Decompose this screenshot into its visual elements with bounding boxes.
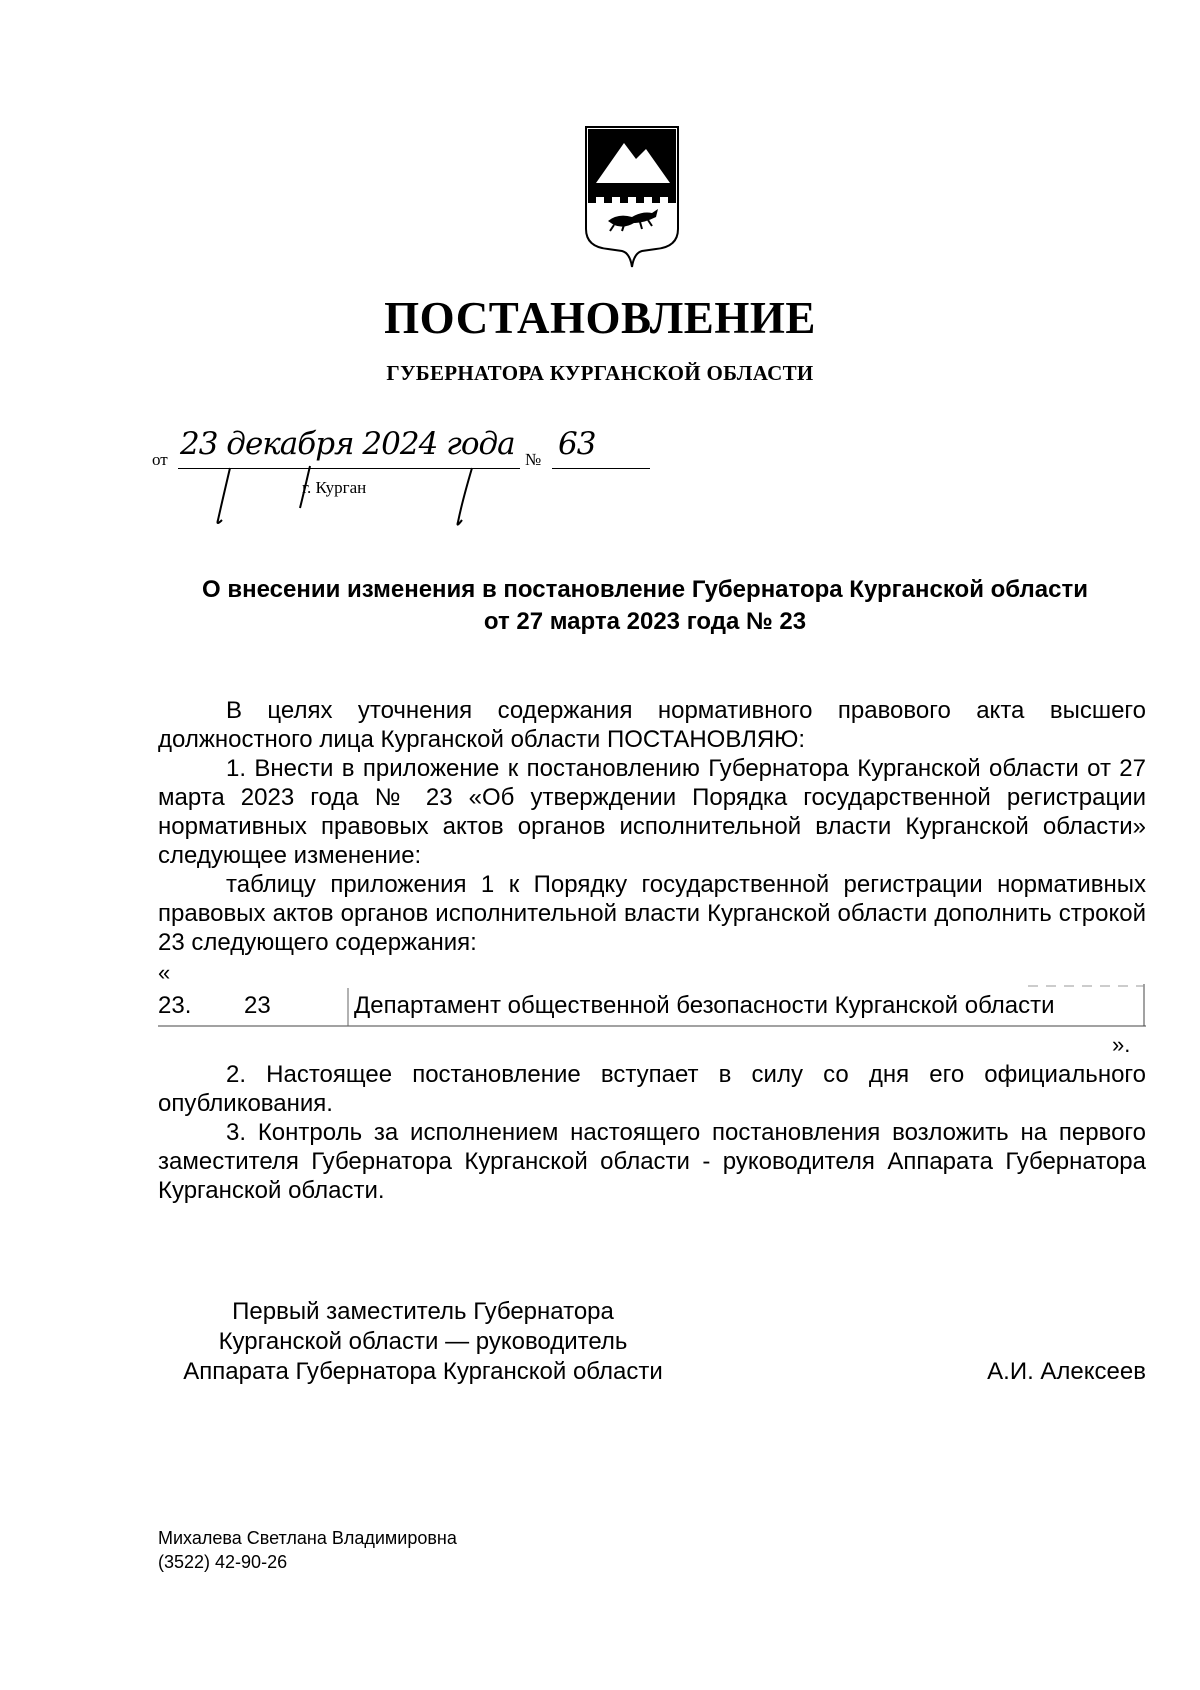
quote-open: « <box>158 960 171 985</box>
handwritten-number: 63 <box>558 426 596 462</box>
number-field <box>552 426 650 469</box>
item-2-paragraph: 2. Настоящее постановление вступает в силу со дня его официального опубликования. <box>158 1061 1146 1117</box>
city: г. Курган <box>302 478 367 497</box>
handwriting-strokes <box>200 462 500 532</box>
signatory-name: А.И. Алексеев <box>987 1358 1146 1385</box>
heading-line-2: от 27 марта 2023 года № 23 <box>483 608 807 635</box>
executor-name: Михалева Светлана Владимировна <box>158 1528 457 1548</box>
document-type-title: ПОСТАНОВЛЕНИЕ <box>384 293 816 343</box>
quote-close: ». <box>1112 1032 1131 1057</box>
row-cell-number: 23. <box>158 992 192 1019</box>
issuer-subtitle: ГУБЕРНАТОРА КУРГАНСКОЙ ОБЛАСТИ <box>386 361 814 385</box>
row-cell-code: 23 <box>244 992 271 1019</box>
signatory-line-1: Первый заместитель Губернатора <box>232 1298 614 1325</box>
body-lower <box>158 1060 1146 1205</box>
item-1-table-paragraph: таблицу приложения 1 к Порядку государственной регистрации нормативных правовых актов органов исполнительной власти Курганской области дополнить строкой 23 следующего содержания: <box>158 871 1146 956</box>
body-upper <box>158 696 1146 957</box>
number-label: № <box>525 450 542 469</box>
executor-info <box>158 1526 457 1574</box>
date-prefix: от <box>152 450 168 469</box>
handwritten-date: 23 декабря 2024 года <box>180 426 515 462</box>
signatory-position <box>158 1297 688 1387</box>
signatory-line-3: Аппарата Губернатора Курганской области <box>183 1358 663 1385</box>
document-heading <box>150 574 1140 638</box>
item-3-paragraph: 3. Контроль за исполнением настоящего постановления возложить на первого заместителя Губернатора Курганской области - руководителя Аппарата Губернатора Курганской области. <box>158 1119 1146 1204</box>
heading-line-1: О внесении изменения в постановление Губернатора Курганской области <box>202 576 1088 603</box>
row-cell-department: Департамент общественной безопасности Курганской области <box>354 992 1055 1019</box>
intro-paragraph: В целях уточнения содержания нормативного правового акта высшего должностного лица Курганской области ПОСТАНОВЛЯЮ: <box>158 697 1146 753</box>
executor-phone: (3522) 42-90-26 <box>158 1552 288 1572</box>
inserted-table-row <box>158 984 1146 1028</box>
kurgan-region-coat-of-arms-icon <box>584 125 680 271</box>
item-1-paragraph: 1. Внести в приложение к постановлению Губернатора Курганской области от 27 марта 2023 года № 23 «Об утверждении Порядка государственной регистрации нормативных правовых актов органов исполнительной власти Курганской области» следующее изменение: <box>158 755 1146 869</box>
signatory-line-2: Курганской области — руководитель <box>218 1328 628 1355</box>
